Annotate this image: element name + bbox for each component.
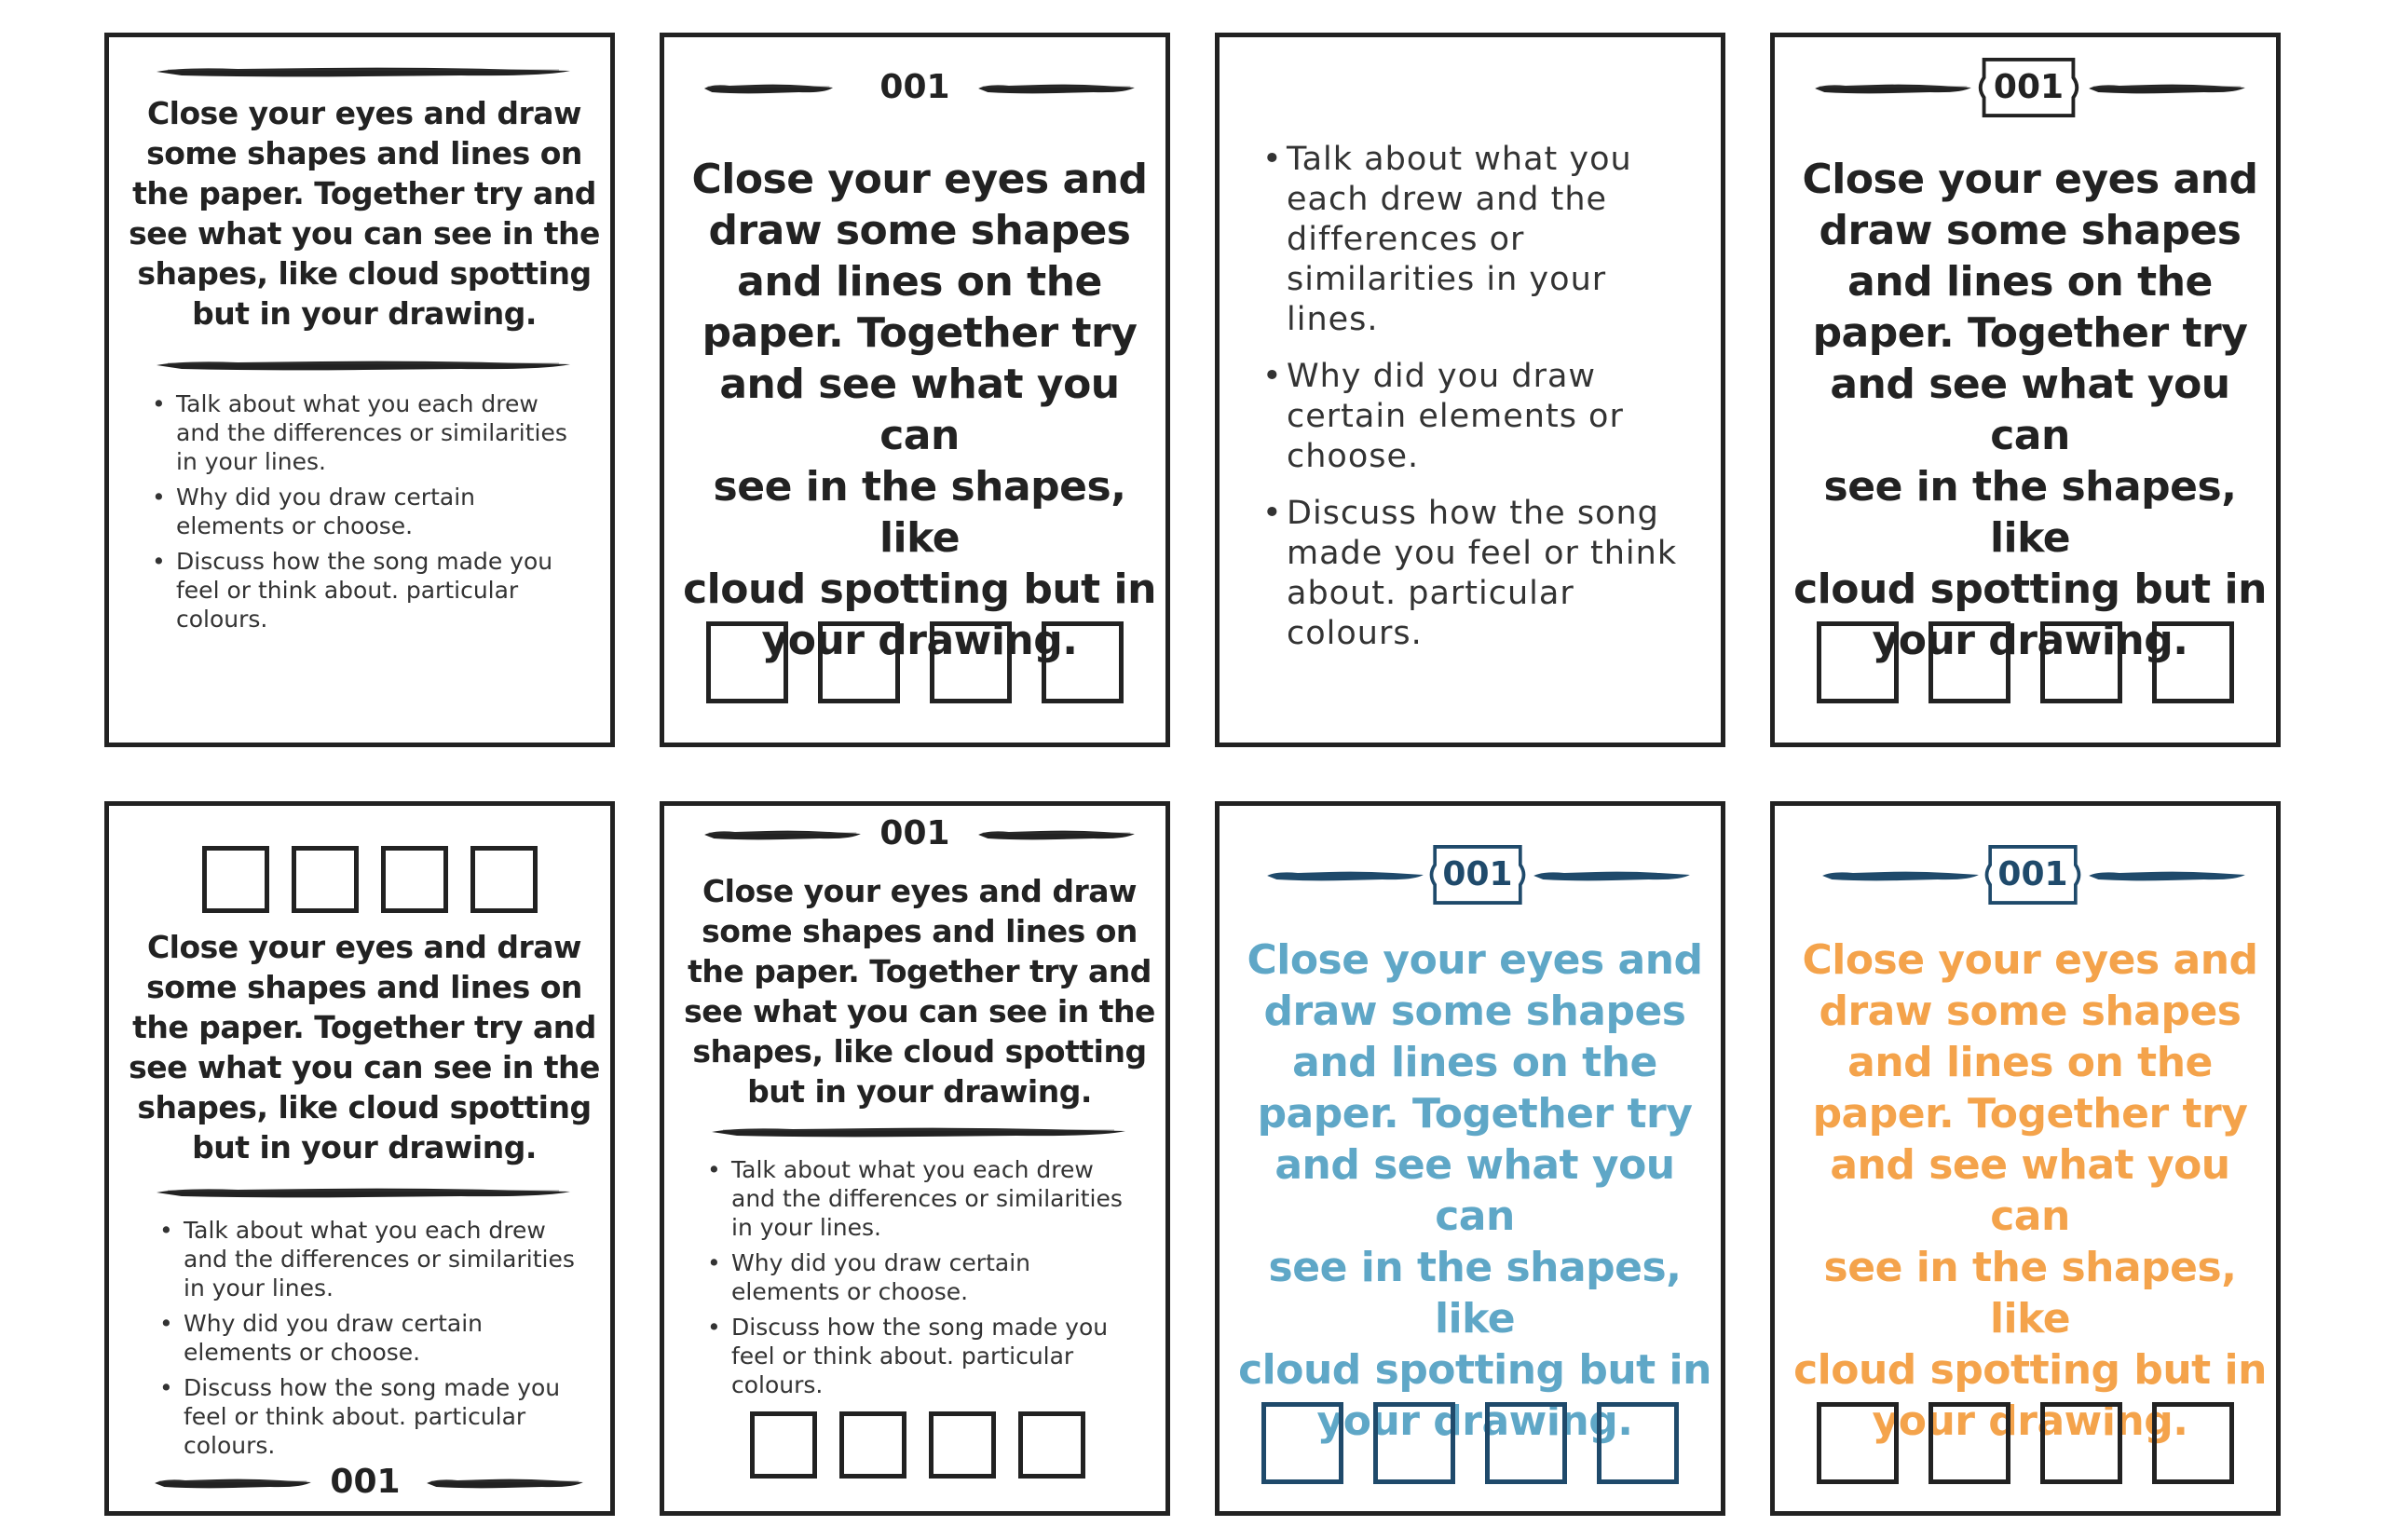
discussion-item: • Why did you draw certain elements or choose. — [731, 1248, 1123, 1306]
card-prompt-front — [660, 33, 1170, 747]
discussion-item: • Why did you draw certain elements or choose. — [184, 1309, 575, 1367]
tick-box[interactable] — [1928, 621, 2010, 703]
tick-box[interactable] — [1928, 1402, 2010, 1484]
discussion-list — [184, 1216, 575, 1466]
tick-box[interactable] — [292, 846, 359, 913]
brush-stroke-divider — [154, 1186, 573, 1199]
tick-box[interactable] — [750, 1411, 817, 1479]
discussion-item: • Discuss how the song made you feel or think about. particular colours. — [184, 1373, 575, 1460]
card-text-only — [104, 33, 615, 747]
brush-stroke-top — [154, 65, 573, 78]
discussion-item: • Discuss how the song made you feel or think about. particular colours. — [1287, 494, 1697, 654]
tick-box[interactable] — [818, 621, 900, 703]
tick-box[interactable] — [1261, 1402, 1343, 1484]
brush-stroke-right — [2088, 869, 2246, 882]
brush-stroke-left — [1821, 869, 1980, 882]
tick-box[interactable] — [2152, 1402, 2234, 1484]
discussion-list — [731, 1155, 1123, 1406]
tick-box[interactable] — [1597, 1402, 1679, 1484]
card-number: 001 — [1997, 855, 2068, 893]
tick-box[interactable] — [1485, 1402, 1567, 1484]
brush-stroke-right — [977, 82, 1136, 95]
card-prompt-orange — [1770, 801, 2281, 1516]
tick-box[interactable] — [2152, 621, 2234, 703]
brush-stroke-right — [426, 1477, 584, 1490]
brush-stroke-left — [154, 1477, 312, 1490]
tick-box[interactable] — [706, 621, 788, 703]
brush-stroke-right — [1533, 869, 1691, 882]
discussion-item: • Why did you draw certain elements or choose. — [1287, 357, 1697, 477]
card-number: 001 — [1993, 68, 2065, 106]
discussion-item: • Talk about what you each drew and the differences or similarities in your lines. — [1287, 140, 1697, 340]
tick-box[interactable] — [202, 846, 269, 913]
brush-stroke-divider — [709, 1125, 1128, 1138]
prompt-title: Close your eyes and draw some shapes and lines on the paper. Together try and see what you can see in the shapes, like cloud spotting but in your drawing. — [1238, 936, 1711, 1445]
discussion-list — [1287, 140, 1697, 671]
brush-stroke-left — [1814, 82, 1972, 95]
tick-box[interactable] — [1018, 1411, 1085, 1479]
prompt-title: Close your eyes and draw some shapes and lines on the paper. Together try and see what you can see in the shapes, like cloud spotting but in your drawing. — [683, 156, 1156, 664]
tick-box[interactable] — [1817, 1402, 1899, 1484]
tick-box[interactable] — [930, 621, 1012, 703]
brush-stroke-left — [703, 82, 834, 95]
tick-box[interactable] — [2040, 621, 2122, 703]
card-prompt-blue — [1215, 801, 1725, 1516]
discussion-item: • Talk about what you each drew and the differences or similarities in your lines. — [176, 389, 567, 476]
card-discussion-back — [1215, 33, 1725, 747]
brush-stroke-left — [1266, 869, 1424, 882]
card-combined-number-top — [660, 801, 1170, 1516]
card-prompt-front-badge — [1770, 33, 2281, 747]
brush-stroke-right — [2088, 82, 2246, 95]
prompt-title: Close your eyes and draw some shapes and lines on the paper. Together try and see what you can see in the shapes, like cloud spotting but in your drawing. — [129, 95, 600, 332]
discussion-item: • Talk about what you each drew and the differences or similarities in your lines. — [184, 1216, 575, 1302]
brush-stroke-left — [703, 828, 862, 841]
card-number: 001 — [879, 68, 950, 106]
tick-box[interactable] — [1373, 1402, 1455, 1484]
discussion-list — [176, 389, 567, 640]
prompt-title: Close your eyes and draw some shapes and lines on the paper. Together try and see what you can see in the shapes, like cloud spotting but in your drawing. — [1793, 936, 2267, 1445]
prompt-title: Close your eyes and draw some shapes and lines on the paper. Together try and see what you can see in the shapes, like cloud spotting but in your drawing. — [129, 929, 600, 1165]
discussion-item: • Discuss how the song made you feel or think about. particular colours. — [176, 547, 567, 634]
discussion-item: • Why did you draw certain elements or choose. — [176, 483, 567, 540]
card-number: 001 — [1442, 855, 1513, 893]
tick-box[interactable] — [1042, 621, 1124, 703]
brush-stroke-divider — [154, 359, 573, 372]
card-number: 001 — [330, 1463, 401, 1501]
brush-stroke-right — [977, 828, 1136, 841]
tick-box[interactable] — [1817, 621, 1899, 703]
tick-box[interactable] — [839, 1411, 906, 1479]
tick-box[interactable] — [381, 846, 448, 913]
prompt-title: Close your eyes and draw some shapes and lines on the paper. Together try and see what you can see in the shapes, like cloud spotting but in your drawing. — [684, 873, 1155, 1110]
card-combined-boxes-top — [104, 801, 615, 1516]
tick-box[interactable] — [470, 846, 538, 913]
discussion-item: • Discuss how the song made you feel or think about. particular colours. — [731, 1313, 1123, 1399]
discussion-item: • Talk about what you each drew and the differences or similarities in your lines. — [731, 1155, 1123, 1242]
tick-box[interactable] — [2040, 1402, 2122, 1484]
prompt-title: Close your eyes and draw some shapes and lines on the paper. Together try and see what you can see in the shapes, like cloud spotting but in your drawing. — [1793, 156, 2267, 664]
tick-box[interactable] — [929, 1411, 996, 1479]
card-number: 001 — [879, 814, 950, 852]
